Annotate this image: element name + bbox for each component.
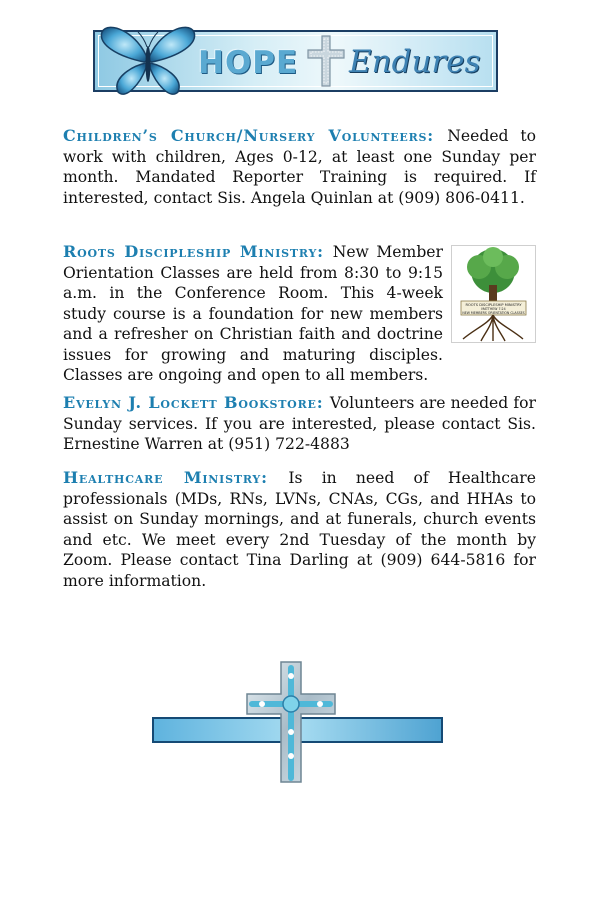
tree-icon	[451, 245, 536, 343]
section-body: Needed to work with children, Ages 0-12, at least one Sunday per month. Mandated Reporter Training is required. If interested, contact Sis. Angela Quinlan at (909) 806-0411.	[63, 127, 537, 207]
banner-endures-text: Endures	[349, 44, 481, 80]
section-heading: Children’s Church/Nursery Volunteers:	[63, 126, 448, 145]
svg-text:ROOTS DISCIPLESHIP MINISTRY: ROOTS DISCIPLESHIP MINISTRY	[465, 303, 522, 307]
section-body: New Member Orientation Classes are held from 8:30 to 9:15 a.m. in the Conference Room. This 4-week study course is a foundation for new members and a refresher on Christian faith and doctrine issues for growing and maturing disciples. Classes are ongoing and open to all members.	[63, 243, 443, 384]
section-heading: Healthcare Ministry:	[63, 468, 289, 487]
cross-icon	[304, 34, 348, 88]
section-heading: Roots Discipleship Ministry:	[63, 242, 333, 261]
section-heading: Evelyn J. Lockett Bookstore:	[63, 393, 330, 412]
section-body: Volunteers are needed for Sunday services. If you are interested, please contact Sis. Ernestine Warren at (951) 722-4883	[63, 394, 536, 453]
section-bookstore	[63, 393, 536, 455]
section-roots-discipleship	[63, 242, 536, 386]
section-body: Is in need of Healthcare professionals (MDs, RNs, LVNs, CNAs, CGs, and HHAs to assist on Sunday mornings, and at funerals, church events and etc. We meet every 2nd Tuesday of the month by Zoom. Please contact Tina Darling at (909) 644-5816 for more information.	[63, 469, 536, 590]
svg-text:MATTHEW 7:24: MATTHEW 7:24	[481, 307, 506, 311]
butterfly-icon	[98, 20, 198, 100]
svg-text:NEW MEMBERS ORIENTATION CLASSE: NEW MEMBERS ORIENTATION CLASSES	[462, 311, 525, 315]
section-healthcare-ministry	[63, 468, 536, 591]
jeweled-cross-icon	[232, 660, 350, 785]
section-childrens-church	[63, 126, 536, 208]
banner-hope-text: HOPE	[198, 45, 299, 81]
